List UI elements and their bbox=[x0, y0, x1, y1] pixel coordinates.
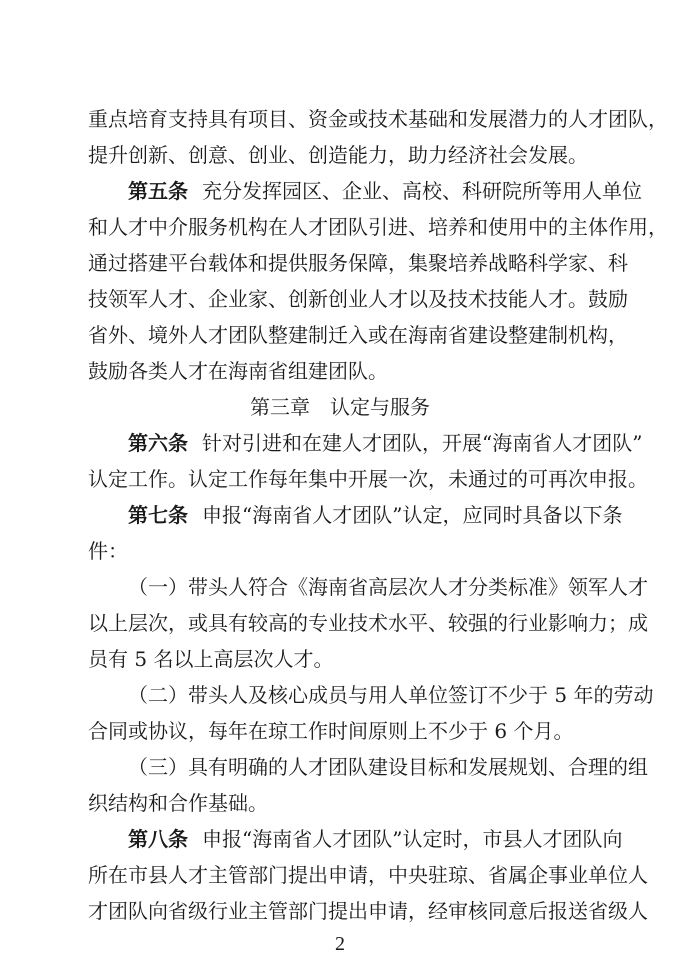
text-line: 重点培育支持具有项目、资金或技术基础和发展潜力的人才团队， bbox=[88, 107, 668, 131]
text-line: 织结构和合作基础。 bbox=[88, 791, 268, 815]
text-line: 提升创新、创意、创业、创造能力，助力经济社会发展。 bbox=[88, 143, 588, 167]
article-5-line: 第五条 充分发挥园区、企业、高校、科研院所等用人单位 bbox=[128, 179, 642, 203]
page-number: 2 bbox=[335, 933, 345, 955]
text-line: 所在市县人才主管部门提出申请，中央驻琼、省属企事业单位人 bbox=[88, 863, 648, 887]
text-line: 认定工作。认定工作每年集中开展一次，未通过的可再次申报。 bbox=[88, 467, 648, 491]
text-line: 和人才中介服务机构在人才团队引进、培养和使用中的主体作用， bbox=[88, 215, 668, 239]
article-label: 第七条 bbox=[128, 503, 188, 527]
item-line: （二）带头人及核心成员与用人单位签订不少于 5 年的劳动 bbox=[128, 683, 654, 707]
text-line: 通过搭建平台载体和提供服务保障，集聚培养战略科学家、科 bbox=[88, 251, 628, 275]
text-line: 以上层次，或具有较高的专业技术水平、较强的行业影响力；成 bbox=[88, 611, 648, 635]
item-line: （一）带头人符合《海南省高层次人才分类标准》领军人才 bbox=[128, 575, 648, 599]
text-line: 鼓励各类人才在海南省组建团队。 bbox=[88, 359, 388, 383]
text-line: 员有 5 名以上高层次人才。 bbox=[88, 647, 334, 671]
text-line: 才团队向省级行业主管部门提出申请，经审核同意后报送省级人 bbox=[88, 899, 648, 923]
article-6-line: 第六条 针对引进和在建人才团队，开展“海南省人才团队” bbox=[128, 431, 643, 455]
article-7-line: 第七条 申报“海南省人才团队”认定，应同时具备以下条 bbox=[128, 503, 623, 527]
article-8-line: 第八条 申报“海南省人才团队”认定时，市县人才团队向 bbox=[128, 827, 623, 851]
article-label: 第六条 bbox=[128, 431, 188, 455]
text-line: 件： bbox=[88, 539, 128, 563]
article-label: 第五条 bbox=[128, 179, 188, 203]
text-line: 省外、境外人才团队整建制迁入或在海南省建设整建制机构， bbox=[88, 323, 628, 347]
article-label: 第八条 bbox=[128, 827, 188, 851]
item-line: （三）具有明确的人才团队建设目标和发展规划、合理的组 bbox=[128, 755, 648, 779]
chapter-heading: 第三章 认定与服务 bbox=[250, 395, 430, 419]
text-line: 技领军人才、企业家、创新创业人才以及技术技能人才。鼓励 bbox=[88, 287, 628, 311]
text-line: 合同或协议，每年在琼工作时间原则上不少于 6 个月。 bbox=[88, 719, 574, 743]
